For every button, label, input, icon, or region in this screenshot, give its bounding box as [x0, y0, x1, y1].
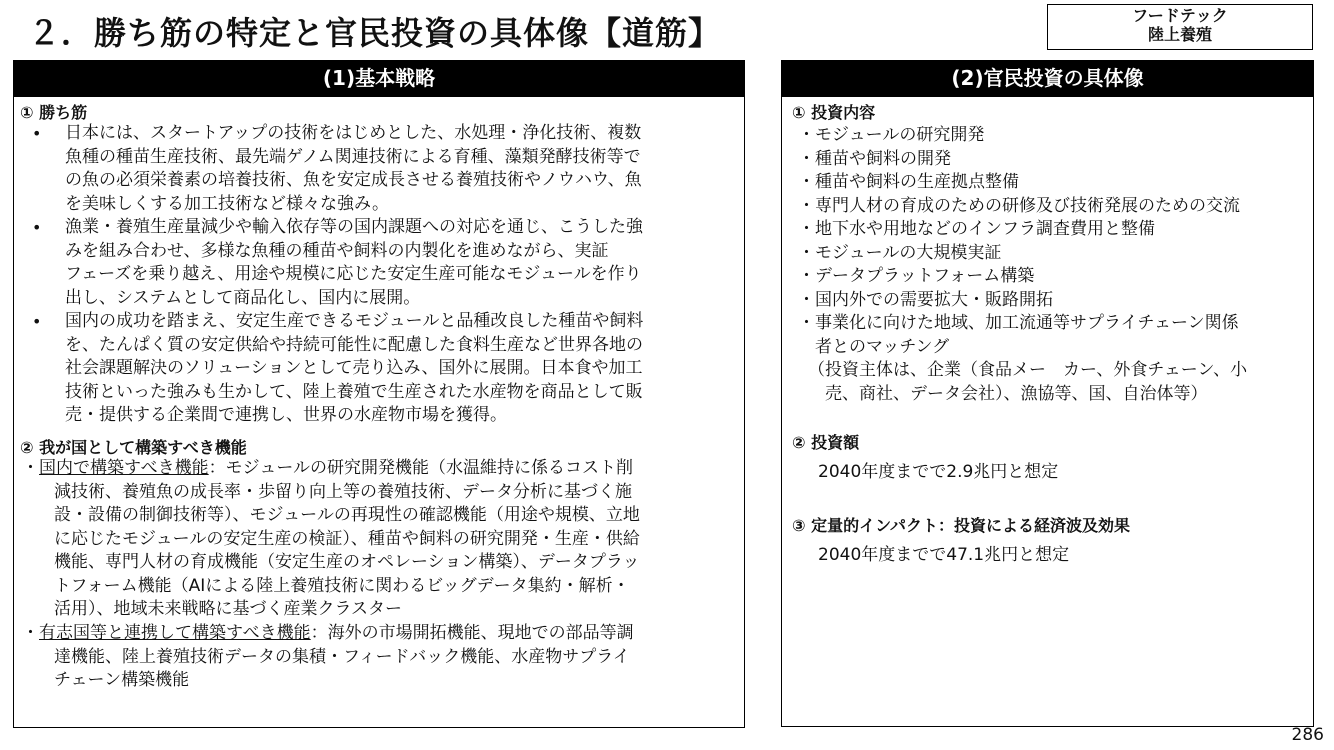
domestic-functions-item: [22, 457, 640, 622]
paragraph-line: 出し、システムとして商品化し、国内に展開。: [65, 287, 421, 308]
winning-path-heading: ① 勝ち筋: [20, 103, 88, 122]
list-item: ・地下水や用地などのインフラ調査費用と整備: [798, 219, 1155, 239]
paragraph-text: ：モジュールの研究開発機能（水温維持に係るコスト削: [208, 458, 633, 478]
partner-functions-label: 有志国等と連携して構築すべき機能: [39, 623, 311, 643]
paragraph-line: フェーズを乗り越え、用途や規模に応じた安定生産可能なモジュールを作り: [65, 264, 642, 284]
economic-impact-heading: ③ 定量的インパクト：投資による経済波及効果: [792, 516, 1130, 535]
list-item: ・モジュールの大規模実証: [798, 242, 1002, 263]
paragraph-line: 機能、専門人材の育成機能（安定生産のオペレーション構築）、データプラッ: [54, 552, 640, 572]
bullet-mark: •: [32, 218, 42, 237]
basic-strategy-header: (1)基本戦略: [14, 61, 744, 97]
bullet-mark: •: [32, 312, 42, 331]
paragraph-line: を美味しくする加工技術など様々な強み。: [65, 193, 390, 214]
investment-content-heading: ① 投資内容: [792, 103, 876, 122]
page-title: ２．勝ち筋の特定と官民投資の具体像【道筋】: [28, 14, 722, 52]
paragraph-line: トフォーム機能（AIによる陸上養殖技術に関わるビッグデータ集約・解析・: [54, 575, 630, 596]
paragraph-line: の魚の必須栄養素の培養技術、魚を安定成長させる養殖技術やノウハウ、魚: [65, 170, 642, 190]
paragraph-line: 社会課題解決のソリューションとして売り込み、国外に展開。日本食や加工: [65, 358, 643, 378]
list-item: ・事業化に向けた地域、加工流通等サプライチェーン関係: [798, 313, 1239, 333]
item-prefix: ・: [22, 458, 39, 478]
paragraph-line: [22, 622, 634, 646]
functions-heading: ② 我が国として構築すべき機能: [20, 438, 247, 457]
list-item: ・種苗や飼料の生産拠点整備: [798, 172, 1019, 192]
partner-functions-item: [22, 622, 634, 693]
category-tag: [1047, 4, 1313, 50]
list-item: ・国内外での需要拡大・販路開拓: [798, 289, 1053, 310]
paragraph-line: 売・提供する企業間で連携し、世界の水産物市場を獲得。: [65, 405, 507, 425]
paragraph-line: 日本には、スタートアップの技術をはじめとした、水処理・浄化技術、複数: [65, 123, 642, 143]
investment-amount-value: 2040年度までで2.9兆円と想定: [818, 462, 1059, 482]
category-tag-line2: 陸上養殖: [1147, 25, 1212, 44]
investment-amount-heading: ② 投資額: [792, 433, 860, 452]
basic-strategy-panel: [13, 60, 745, 728]
paragraph-line: を、たんぱく質の安定供給や持続可能性に配慮した食料生産など世界各地の: [65, 334, 643, 355]
list-item: 売、商社、データ会社）、漁協等、国、自治体等）: [808, 383, 1208, 404]
bullet-mark: •: [32, 124, 42, 143]
item-prefix: ・: [22, 623, 39, 643]
list-item: ・モジュールの研究開発: [798, 125, 985, 145]
paragraph-line: 減技術、養殖魚の成長率・歩留り向上等の養殖技術、データ分析に基づく施: [54, 481, 632, 502]
list-item: ・種苗や飼料の開発: [798, 148, 951, 169]
paragraph-line: 技術といった強みも生かして、陸上養殖で生産された水産物を商品として販: [65, 381, 643, 402]
investment-panel: [781, 60, 1314, 727]
paragraph-line: チェーン構築機能: [54, 670, 190, 690]
paragraph-line: 設・設備の制御技術等）、モジュールの再現性の確認機能（用途や規模、立地: [54, 505, 640, 525]
list-item: 者とのマッチング: [798, 336, 950, 357]
paragraph-line: 達機能、陸上養殖技術データの集積・フィードバック機能、水産物サプライ: [54, 646, 630, 667]
investment-content-list: [798, 124, 1247, 406]
investment-header: (2)官民投資の具体像: [782, 61, 1313, 97]
paragraph-line: 漁業・養殖生産量減少や輸入依存等の国内課題への対応を通じ、こうした強: [65, 217, 643, 237]
paragraph-line: [22, 457, 640, 481]
paragraph-text: ：海外の市場開拓機能、現地での部品等調: [310, 623, 634, 643]
category-tag-line1: フードテック: [1132, 6, 1228, 25]
list-item: ・専門人材の育成のための研修及び技術発展のための交流: [798, 195, 1240, 216]
domestic-functions-label: 国内で構築すべき機能: [39, 458, 209, 478]
paragraph-line: みを組み合わせ、多様な魚種の種苗や飼料の内製化を進めながら、実証: [65, 240, 609, 261]
list-item: ・データプラットフォーム構築: [798, 266, 1035, 286]
list-item: （投資主体は、企業（食品メー カー、外食チェーン、小: [808, 360, 1248, 380]
page-number: 286: [1291, 725, 1324, 745]
economic-impact-value: 2040年度までで47.1兆円と想定: [818, 545, 1070, 565]
paragraph-line: 活用）、地域未来戦略に基づく産業クラスター: [54, 599, 402, 619]
paragraph-line: 国内の成功を踏まえ、安定生産できるモジュールと品種改良した種苗や飼料: [65, 311, 644, 331]
paragraph-line: に応じたモジュールの安定生産の検証）、種苗や飼料の研究開発・生産・供給: [54, 528, 640, 549]
paragraph-line: 魚種の種苗生産技術、最先端ゲノム関連技術による育種、藻類発酵技術等で: [65, 146, 641, 167]
